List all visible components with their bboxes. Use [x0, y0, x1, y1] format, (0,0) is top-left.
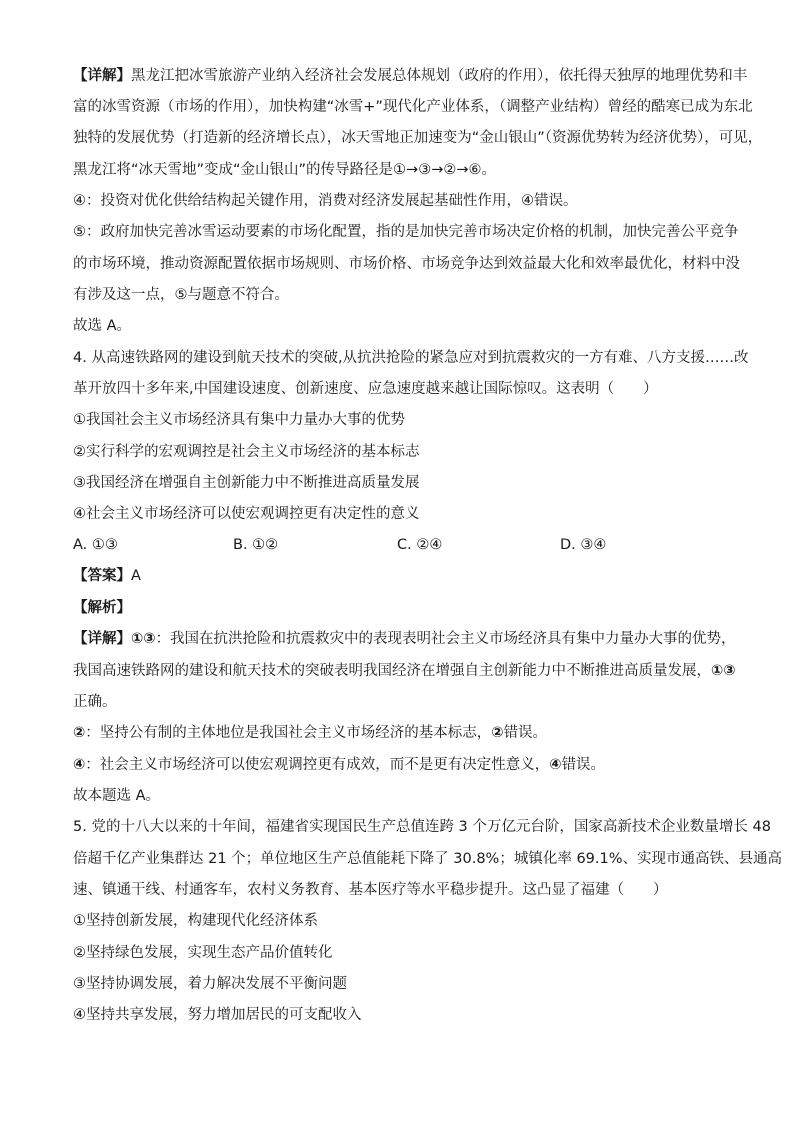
- answer-line: [73, 566, 733, 586]
- line-text: 故本题选 A。: [73, 788, 161, 804]
- text-line: [73, 723, 733, 743]
- line-text: ①坚持创新发展，构建现代化经济体系: [73, 913, 318, 929]
- line-text: 倍超千亿产业集群达 21 个；单位地区生产总值能耗下降了 30.8%；城镇化率 69.1%、实现市通高铁、县通高: [73, 851, 783, 867]
- statement-item: [73, 943, 733, 963]
- text-line: [73, 97, 753, 117]
- line-text: ①我国社会主义市场经济具有集中力量办大事的优势: [73, 412, 405, 428]
- text-line: [73, 66, 748, 86]
- option-b: B. ①②: [233, 537, 279, 553]
- line-text: ⑤：政府加快完善冰雪运动要素的市场化配置，指的是加快完善市场决定价格的机制，加快完善公平竞争: [73, 224, 739, 240]
- line-text: 独特的发展优势（打造新的经济增长点），冰天雪地正加速变为“金山银山”（资源优势转为经济优势），可见，: [73, 130, 763, 146]
- text-line: [73, 191, 733, 211]
- text-line: [73, 786, 733, 806]
- answer-value: A: [131, 568, 141, 584]
- line-text: ：坚持公有制的主体地位是我国社会主义市场经济的基本标志，: [85, 725, 492, 741]
- bold-ref: ④: [549, 757, 562, 773]
- line-text: 5. 党的十八大以来的十年间，福建省实现国民生产总值连跨 3 个万亿元台阶，国家高新技术企业数量增长 48: [73, 819, 771, 835]
- line-text: ③坚持协调发展，着力解决发展不平衡问题: [73, 976, 347, 992]
- text-line: [73, 755, 733, 775]
- text-line: [73, 128, 763, 148]
- text-line: [73, 661, 736, 681]
- line-text: ：我国在抗洪抢险和抗震救灾中的表现表明社会主义市场经济具有集中力量办大事的优势，: [155, 631, 736, 647]
- text-line: [73, 629, 736, 649]
- line-text: 黑龙江将“冰天雪地”变成“金山银山”的传导路径是①→③→②→⑥。: [73, 162, 496, 178]
- text-line: [73, 254, 740, 274]
- statement-item: [73, 410, 733, 430]
- question-stem: [73, 348, 749, 368]
- option-c: C. ②④: [397, 537, 443, 553]
- line-text: ④坚持共享发展，努力增加居民的可支配收入: [73, 1007, 362, 1023]
- line-text: ：社会主义市场经济可以使宏观调控更有成效，而不是更有决定性意义，: [85, 757, 550, 773]
- statement-item: [73, 974, 733, 994]
- line-text: 4. 从高速铁路网的建设到航天技术的突破,从抗洪抢险的紧急应对到抗震救灾的一方有难、八方支援……改: [73, 350, 749, 366]
- bold-ref: ④: [73, 757, 86, 773]
- question-stem: [73, 817, 771, 837]
- bold-ref: ②: [73, 725, 86, 741]
- line-text: 速、镇通干线、村通客车，农村义务教育、基本医疗等水平稳步提升。这凸显了福建（ ）: [73, 882, 668, 898]
- statement-item: [73, 1005, 733, 1025]
- analysis-heading: [73, 598, 733, 618]
- line-text: ②实行科学的宏观调控是社会主义市场经济的基本标志: [73, 444, 420, 460]
- line-text: 故选 A。: [73, 318, 132, 334]
- detail-tag: 【详解】: [73, 631, 131, 647]
- bold-ref: ①③: [711, 663, 736, 679]
- line-text: 革开放四十多年来,中国建设速度、创新速度、应急速度越来越让国际惊叹。这表明（ ）: [73, 381, 658, 397]
- line-text: 的市场环境，推动资源配置依据市场规则、市场价格、市场竞争达到效益最大化和效率最优化，材料中没: [73, 256, 740, 272]
- bold-ref: ①③: [131, 631, 156, 647]
- analysis-tag: 【解析】: [73, 600, 131, 616]
- line-text: 错误。: [503, 725, 548, 741]
- question-stem: [73, 880, 733, 900]
- text-line: [73, 285, 733, 305]
- line-text: 富的冰雪资源（市场的作用），加快构建“冰雪+”现代化产业体系，（调整产业结构）曾经的酷寒已成为东北: [73, 99, 753, 115]
- option-d: D. ③④: [560, 537, 607, 553]
- line-text: 黑龙江把冰雪旅游产业纳入经济社会发展总体规划（政府的作用），依托得天独厚的地理优势和丰: [131, 68, 748, 84]
- line-text: 我国高速铁路网的建设和航天技术的突破表明我国经济在增强自主创新能力中不断推进高质量发展，: [73, 663, 711, 679]
- statement-item: [73, 442, 733, 462]
- answer-options: [73, 535, 733, 555]
- answer-tag: 【答案】: [73, 568, 131, 584]
- line-text: 正确。: [73, 694, 117, 710]
- line-text: 有涉及这一点，⑤与题意不符合。: [73, 287, 289, 303]
- statement-item: [73, 473, 733, 493]
- section-tag: 【详解】: [73, 68, 131, 84]
- line-text: 错误。: [561, 757, 606, 773]
- option-a: A. ①③: [73, 537, 118, 553]
- text-line: [73, 692, 733, 712]
- line-text: ④：投资对优化供给结构起关键作用，消费对经济发展起基础性作用，④错误。: [73, 193, 578, 209]
- statement-item: [73, 911, 733, 931]
- question-stem: [73, 379, 733, 399]
- text-line: [73, 316, 733, 336]
- line-text: ②坚持绿色发展，实现生态产品价值转化: [73, 945, 333, 961]
- text-line: [73, 160, 733, 180]
- text-line: [73, 222, 739, 242]
- statement-item: [73, 504, 733, 524]
- line-text: ③我国经济在增强自主创新能力中不断推进高质量发展: [73, 475, 420, 491]
- line-text: ④社会主义市场经济可以使宏观调控更有决定性的意义: [73, 506, 420, 522]
- bold-ref: ②: [491, 725, 504, 741]
- question-stem: [73, 849, 783, 869]
